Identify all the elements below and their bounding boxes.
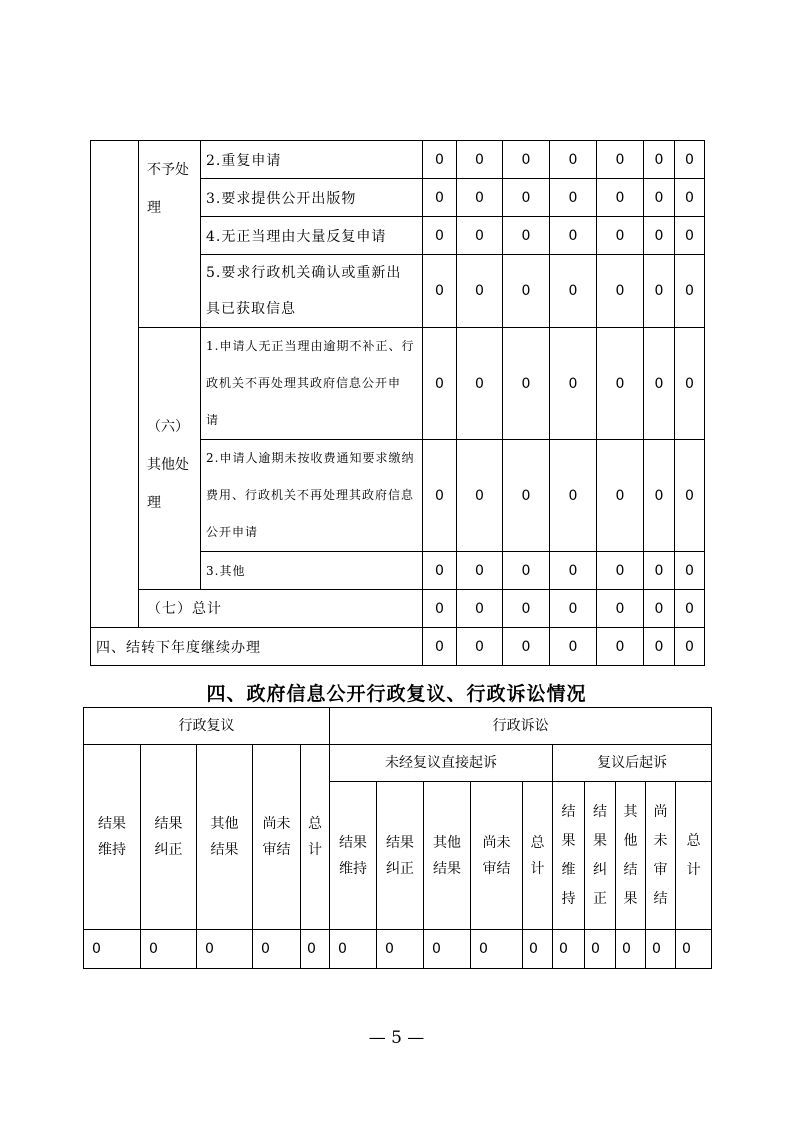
row-label: 4.无正当理由大量反复申请 [201, 217, 423, 255]
value-cell: 0 [597, 440, 644, 552]
value-cell: 0 [644, 552, 675, 590]
table-header-row [84, 708, 712, 745]
value-cell: 0 [503, 179, 550, 217]
col-header-line: 计 [308, 842, 323, 858]
value-cell: 0 [197, 930, 253, 969]
outer-category-cell [91, 141, 139, 628]
table-row [84, 930, 712, 969]
value-cell: 0 [471, 930, 523, 969]
col-header-after-total [676, 782, 712, 930]
value-cell: 0 [424, 930, 471, 969]
value-cell: 0 [457, 217, 503, 255]
value-cell: 0 [457, 255, 503, 328]
disclosure-handling-table [90, 140, 705, 666]
col-header-direct-other [424, 782, 471, 930]
col-header-after-other [616, 782, 646, 930]
value-cell: 0 [675, 141, 705, 179]
value-cell: 0 [423, 141, 457, 179]
row-label [201, 440, 423, 552]
value-cell: 0 [597, 628, 644, 666]
group-label-line: 不予处 [147, 162, 189, 178]
row-label: 3.其他 [201, 552, 423, 590]
value-cell: 0 [423, 628, 457, 666]
section-heading: 四、政府信息公开行政复议、行政诉讼情况 [206, 683, 587, 705]
col-header-char: 结 [593, 803, 608, 820]
table-row-carryover [91, 628, 705, 666]
value-cell: 0 [503, 328, 550, 440]
col-header-line: 结果 [98, 816, 126, 832]
value-cell: 0 [644, 179, 675, 217]
col-header-char: 果 [623, 890, 638, 907]
table-header-row [84, 745, 712, 782]
col-header-review-other [197, 745, 253, 930]
col-header-after-pending [646, 782, 676, 930]
col-header-char: 正 [593, 890, 608, 907]
value-cell: 0 [644, 141, 675, 179]
row-label-line: 费用、行政机关不再处理其政府信息 [206, 488, 415, 502]
col-header-char: 结 [623, 861, 638, 878]
value-cell: 0 [503, 141, 550, 179]
col-header-line: 结果 [154, 816, 183, 832]
row-label: 3.要求提供公开出版物 [201, 179, 423, 217]
value-cell: 0 [457, 328, 503, 440]
value-cell: 0 [675, 179, 705, 217]
value-cell: 0 [675, 255, 705, 328]
row-label: 四、结转下年度继续办理 [91, 628, 423, 666]
value-cell: 0 [644, 255, 675, 328]
col-header-review-pending [253, 745, 301, 930]
value-cell: 0 [457, 141, 503, 179]
row-label: （七）总计 [139, 590, 423, 628]
col-header-direct-correct [377, 782, 424, 930]
value-cell: 0 [644, 328, 675, 440]
value-cell: 0 [423, 328, 457, 440]
col-header-char: 尚 [653, 803, 668, 820]
col-header-char: 审 [653, 861, 668, 878]
group-label-line: （六） [147, 419, 189, 435]
group-label-qi-ta-chu-li [139, 328, 201, 590]
value-cell: 0 [597, 328, 644, 440]
table-row [91, 328, 705, 440]
value-cell: 0 [597, 255, 644, 328]
value-cell: 0 [457, 179, 503, 217]
col-header-line: 维持 [98, 842, 126, 858]
col-header-review-correct [141, 745, 197, 930]
value-cell: 0 [597, 552, 644, 590]
value-cell: 0 [550, 179, 597, 217]
row-label-line: 具已获取信息 [206, 301, 296, 317]
col-header-line: 结果 [210, 842, 239, 858]
col-header-line: 计 [530, 860, 545, 877]
col-header-char: 他 [623, 832, 638, 849]
value-cell: 0 [646, 930, 676, 969]
value-cell: 0 [503, 628, 550, 666]
value-cell: 0 [675, 552, 705, 590]
col-header-line: 结果 [386, 834, 415, 851]
value-cell: 0 [676, 930, 712, 969]
group-label-line: 理 [147, 495, 161, 511]
value-cell: 0 [503, 590, 550, 628]
header-suit-after-review: 复议后起诉 [553, 745, 712, 782]
value-cell: 0 [550, 628, 597, 666]
value-cell: 0 [675, 590, 705, 628]
value-cell: 0 [644, 440, 675, 552]
value-cell: 0 [503, 255, 550, 328]
value-cell: 0 [84, 930, 141, 969]
value-cell: 0 [423, 217, 457, 255]
value-cell: 0 [503, 552, 550, 590]
value-cell: 0 [377, 930, 424, 969]
col-header-char: 结 [653, 890, 668, 907]
col-header-direct-maintain [330, 782, 377, 930]
page-number: — 5 — [368, 1028, 425, 1048]
value-cell: 0 [675, 440, 705, 552]
row-label [201, 255, 423, 328]
value-cell: 0 [457, 440, 503, 552]
group-label-line: 其他处 [147, 457, 189, 473]
col-header-review-total [301, 745, 330, 930]
col-header-char: 维 [561, 861, 576, 878]
col-header-line: 结果 [339, 834, 368, 851]
value-cell: 0 [550, 328, 597, 440]
value-cell: 0 [423, 590, 457, 628]
col-header-after-maintain [553, 782, 585, 930]
col-header-char: 总 [686, 832, 701, 849]
value-cell: 0 [616, 930, 646, 969]
col-header-line: 纠正 [154, 842, 183, 858]
review-litigation-table [83, 707, 712, 969]
value-cell: 0 [550, 141, 597, 179]
value-cell: 0 [644, 217, 675, 255]
value-cell: 0 [523, 930, 553, 969]
row-label-line: 政机关不再处理其政府信息公开申 [206, 376, 402, 390]
col-header-line: 维持 [339, 860, 368, 877]
value-cell: 0 [550, 552, 597, 590]
col-header-line: 尚未 [482, 834, 511, 851]
value-cell: 0 [644, 628, 675, 666]
group-label-bu-yu-chu-li [139, 141, 201, 328]
group-label-line: 理 [147, 200, 161, 216]
value-cell: 0 [423, 179, 457, 217]
col-header-direct-pending [471, 782, 523, 930]
row-label [201, 328, 423, 440]
col-header-line: 总 [530, 834, 545, 851]
col-header-char: 果 [561, 832, 576, 849]
col-header-line: 尚未 [262, 816, 291, 832]
value-cell: 0 [253, 930, 301, 969]
value-cell: 0 [550, 590, 597, 628]
header-admin-review: 行政复议 [84, 708, 330, 745]
header-admin-litigation: 行政诉讼 [330, 708, 712, 745]
value-cell: 0 [675, 328, 705, 440]
col-header-char: 计 [686, 861, 701, 878]
value-cell: 0 [330, 930, 377, 969]
value-cell: 0 [503, 440, 550, 552]
col-header-after-correct [585, 782, 616, 930]
value-cell: 0 [301, 930, 330, 969]
col-header-line: 审结 [482, 860, 511, 877]
value-cell: 0 [457, 590, 503, 628]
value-cell: 0 [597, 141, 644, 179]
value-cell: 0 [675, 628, 705, 666]
col-header-line: 纠正 [386, 860, 415, 877]
col-header-direct-total [523, 782, 553, 930]
row-label-line: 请 [206, 413, 220, 427]
row-label-line: 公开申请 [206, 525, 259, 539]
value-cell: 0 [503, 217, 550, 255]
col-header-char: 结 [561, 803, 576, 820]
value-cell: 0 [597, 217, 644, 255]
value-cell: 0 [550, 217, 597, 255]
col-header-char: 持 [561, 890, 576, 907]
value-cell: 0 [423, 440, 457, 552]
value-cell: 0 [550, 255, 597, 328]
value-cell: 0 [457, 552, 503, 590]
value-cell: 0 [644, 590, 675, 628]
row-label-line: 5.要求行政机关确认或重新出 [206, 265, 402, 281]
col-header-review-maintain [84, 745, 141, 930]
row-label-line: 2.申请人逾期未按收费通知要求缴纳 [206, 451, 415, 465]
value-cell: 0 [597, 179, 644, 217]
row-label-line: 1.申请人无正当理由逾期不补正、行 [206, 339, 415, 353]
value-cell: 0 [457, 628, 503, 666]
value-cell: 0 [423, 255, 457, 328]
col-header-line: 总 [308, 816, 323, 832]
col-header-line: 其他 [433, 834, 462, 851]
table-row [91, 141, 705, 179]
col-header-line: 审结 [262, 842, 291, 858]
row-label: 2.重复申请 [201, 141, 423, 179]
value-cell: 0 [597, 590, 644, 628]
table-row-total [91, 590, 705, 628]
value-cell: 0 [141, 930, 197, 969]
value-cell: 0 [550, 440, 597, 552]
col-header-char: 果 [593, 832, 608, 849]
value-cell: 0 [553, 930, 585, 969]
col-header-char: 纠 [593, 861, 608, 878]
col-header-line: 其他 [210, 816, 239, 832]
col-header-char: 其 [623, 803, 638, 820]
col-header-line: 结果 [433, 860, 462, 877]
header-direct-suit: 未经复议直接起诉 [330, 745, 553, 782]
value-cell: 0 [675, 217, 705, 255]
value-cell: 0 [423, 552, 457, 590]
col-header-char: 未 [653, 832, 668, 849]
value-cell: 0 [585, 930, 616, 969]
